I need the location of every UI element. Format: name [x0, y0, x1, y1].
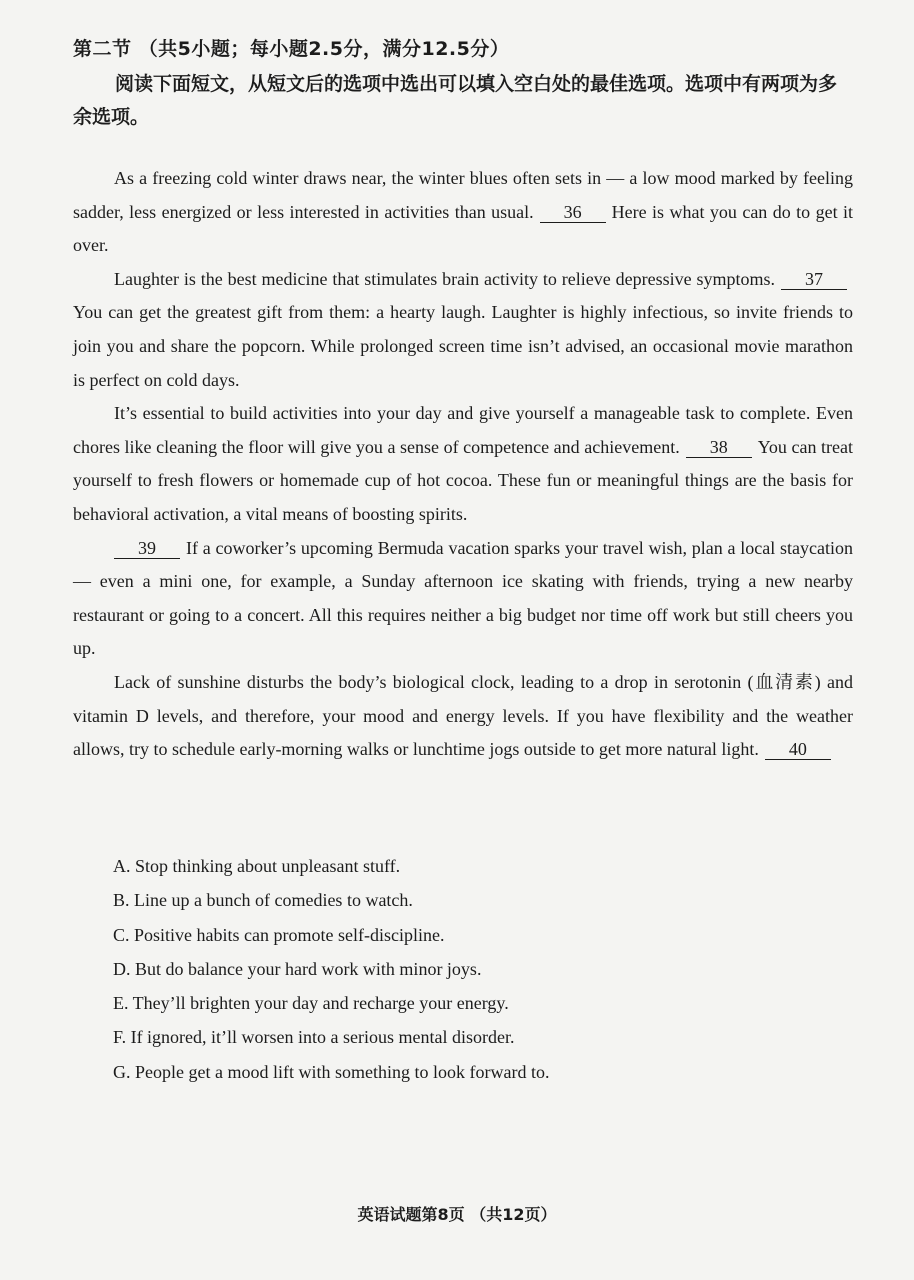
blank-36: 36	[540, 202, 606, 223]
option-e: E. They’ll brighten your day and recharge your energy.	[113, 993, 509, 1014]
paragraph-text: Here is what you can do to get it over.	[73, 201, 853, 256]
paragraph-text: You can treat yourself to fresh flowers or homemade cup of hot cocoa. These fun or meaningful things are the basis for behavioral activation, a vital means of boosting spirits.	[73, 436, 853, 524]
paragraph-5	[73, 666, 853, 767]
blank-39: 39	[114, 538, 180, 559]
paragraph-text: If a coworker’s upcoming Bermuda vacation sparks your travel wish, plan a local staycation — even a mini one, for example, a Sunday afternoon ice skating with friends, trying a new nearby restaurant or going to a concert. All this requires neither a big budget nor time off work but still cheers you up.	[73, 537, 853, 659]
passage	[73, 162, 853, 767]
option-a: A. Stop thinking about unpleasant stuff.	[113, 856, 401, 876]
instructions: 阅读下面短文，从短文后的选项中选出可以填入空白处的最佳选项。选项中有两项为多余选项。	[73, 73, 838, 128]
section-title: 第二节 （共5小题；每小题2.5分，满分12.5分）	[73, 38, 510, 60]
option-g: G. People get a mood lift with something to look forward to.	[113, 1061, 550, 1082]
option-f: F. If ignored, it’ll worsen into a serious mental disorder.	[113, 1027, 515, 1048]
options-list	[113, 849, 853, 1089]
paragraph-3	[73, 397, 853, 531]
page-footer: 英语试题第8页 （共12页）	[357, 1205, 557, 1224]
paragraph-text: Laughter is the best medicine that stimulates brain activity to relieve depressive symptoms.	[114, 268, 775, 289]
option-b: B. Line up a bunch of comedies to watch.	[113, 890, 413, 911]
paragraph-4	[73, 532, 853, 666]
paragraph-text: It’s essential to build activities into your day and give yourself a manageable task to complete. Even chores like cleaning the floor will give you a sense of competence and achievement.	[73, 403, 853, 457]
paragraph-1	[73, 162, 853, 263]
paragraph-2	[73, 263, 853, 397]
option-c: C. Positive habits can promote self-discipline.	[113, 924, 445, 945]
blank-38: 38	[686, 437, 752, 458]
paragraph-text: You can get the greatest gift from them: a hearty laugh. Laughter is highly infectious, so invite friends to join you and share the popcorn. While prolonged screen time isn’t advised, an occasional movie marathon is perfect on cold days.	[73, 302, 853, 390]
blank-40: 40	[765, 739, 831, 760]
paragraph-text: Lack of sunshine disturbs the body’s biological clock, leading to a drop in serotonin (血清素) and vitamin D levels, and therefore, your mood and energy levels. If you have flexibility and the weather allows, try to schedule early-morning walks or lunchtime jogs outside to get more natural light.	[73, 671, 853, 760]
blank-37: 37	[781, 269, 847, 290]
option-d: D. But do balance your hard work with minor joys.	[113, 958, 482, 979]
paragraph-text: As a freezing cold winter draws near, the winter blues often sets in — a low mood marked by feeling sadder, less energized or less interested in activities than usual.	[73, 168, 853, 222]
